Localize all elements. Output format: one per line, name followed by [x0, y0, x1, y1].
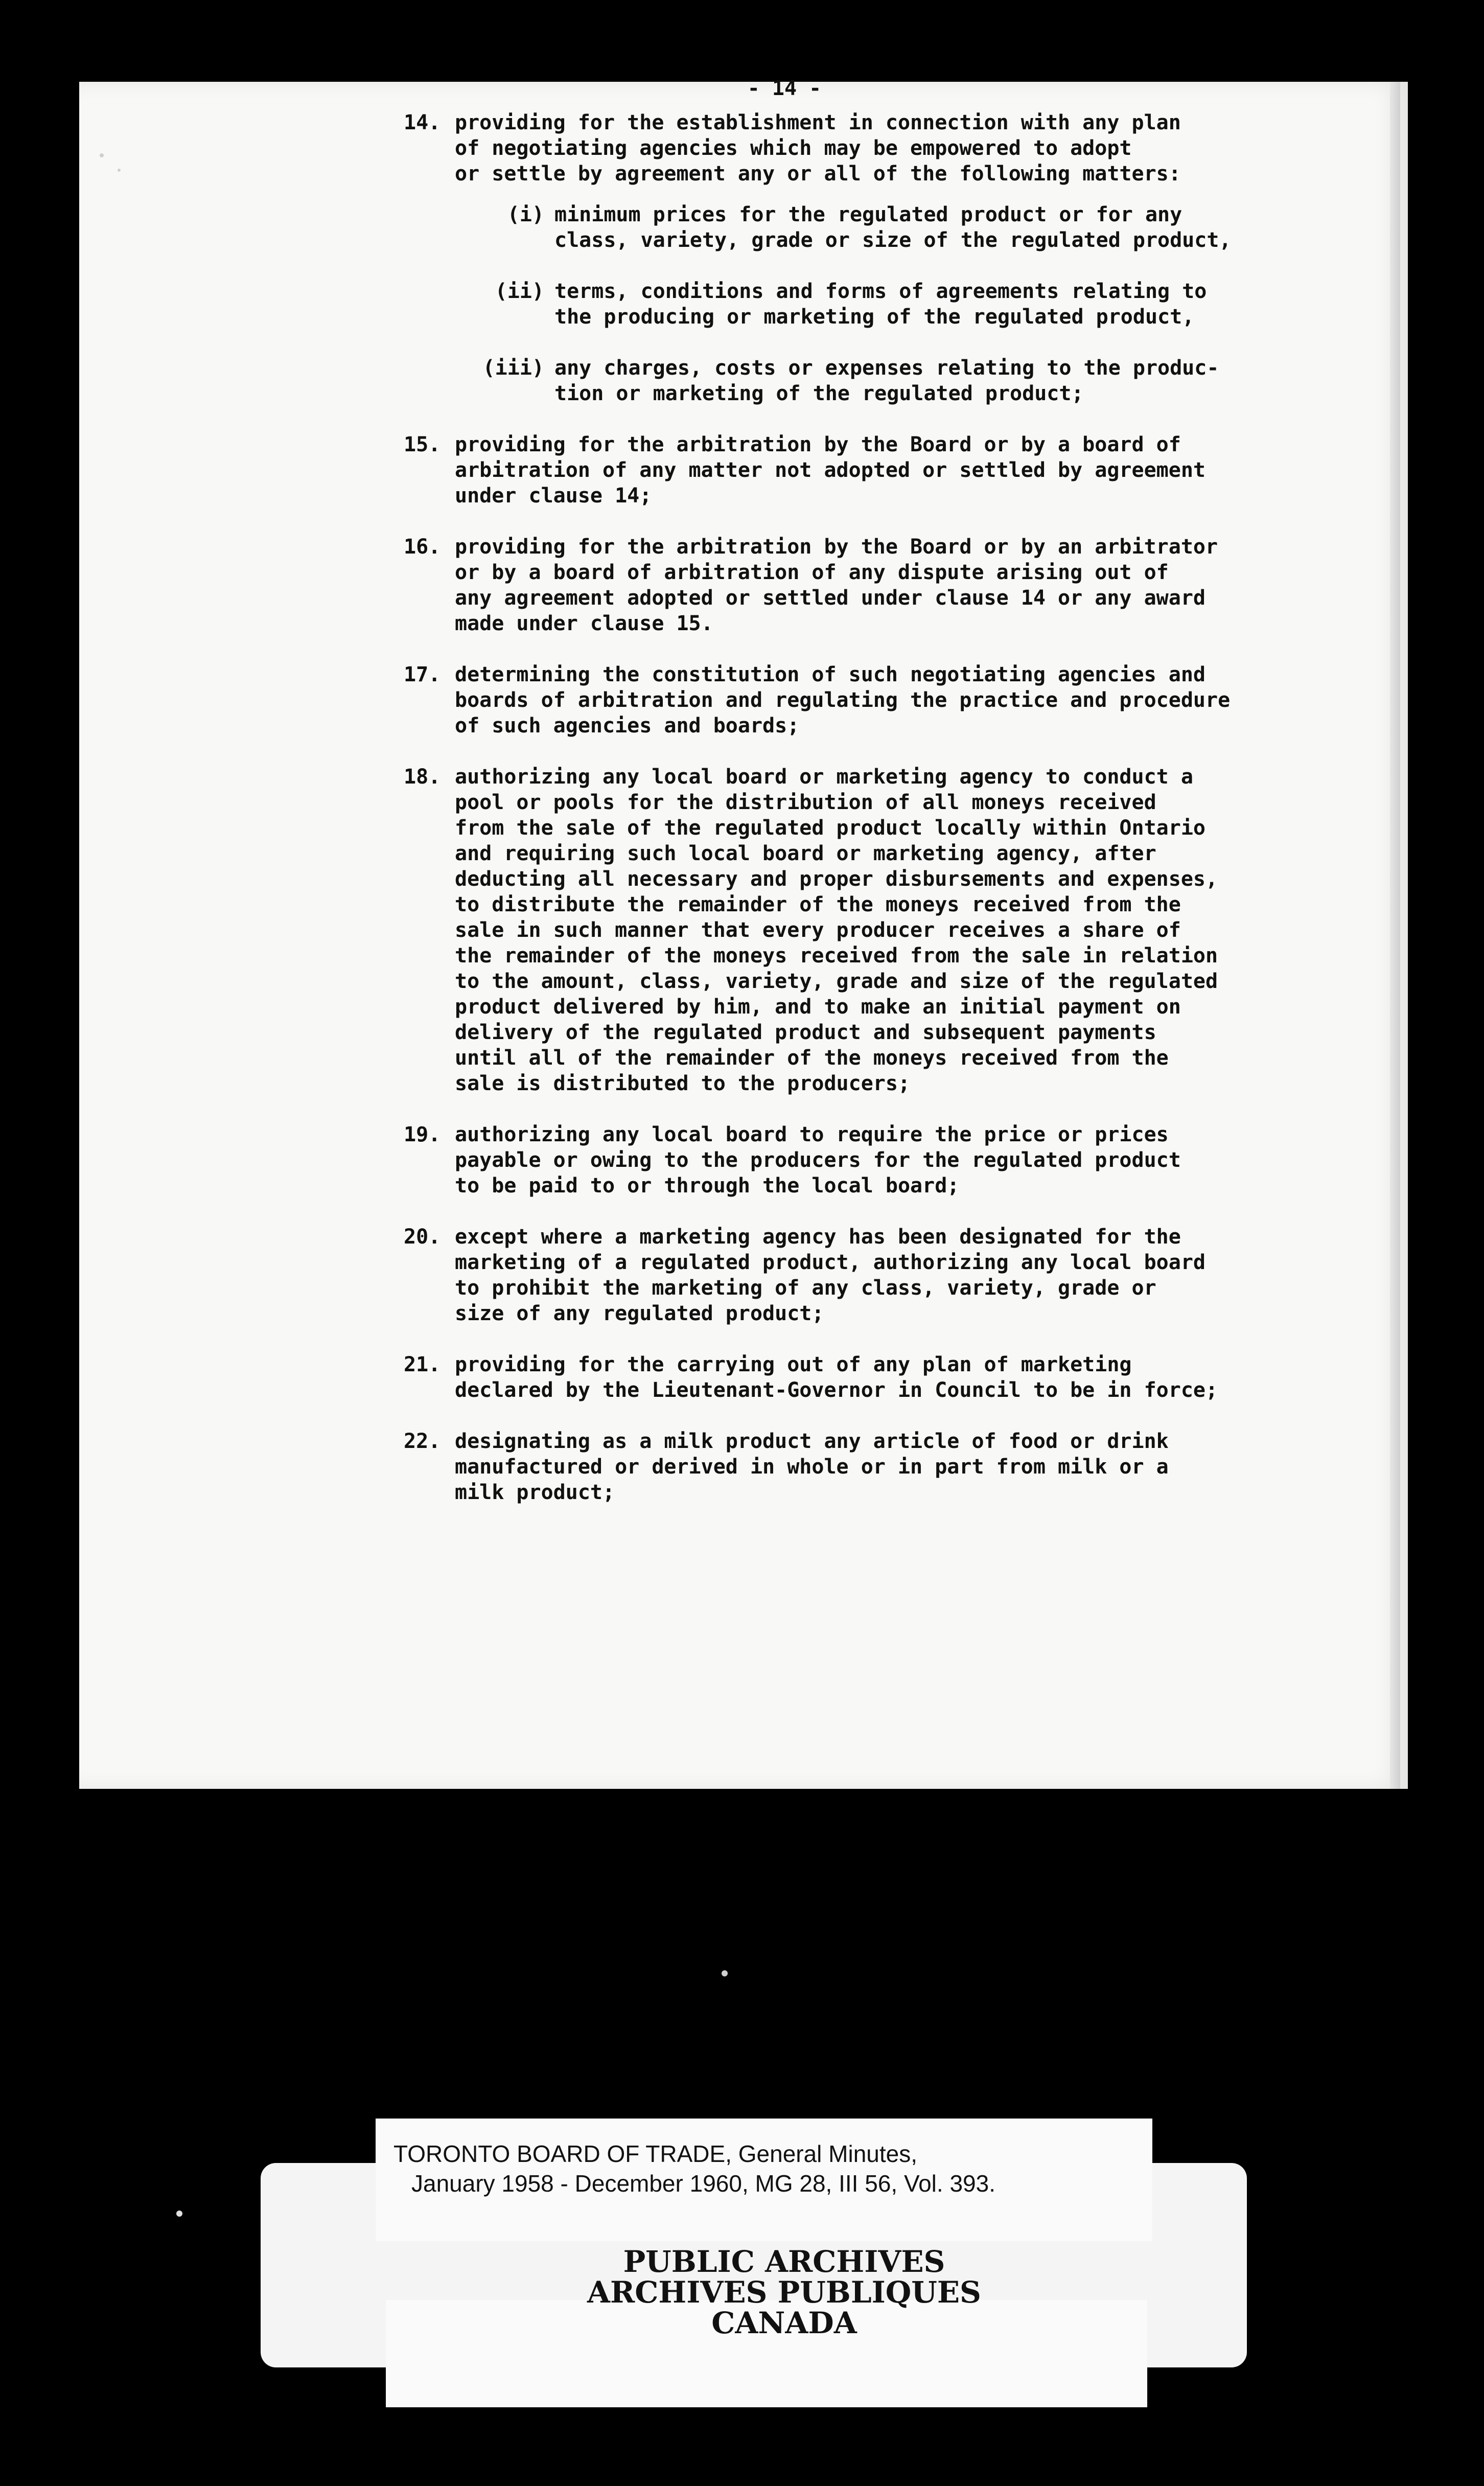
clause-15 [404, 432, 1375, 509]
clause-list [404, 110, 1375, 1531]
subitem-text: any charges, costs or expenses relating to the produc- tion or marketing of the regulated product; [554, 356, 1219, 405]
film-speck [176, 2211, 182, 2217]
clause-20 [404, 1224, 1375, 1326]
clause-number: 19. [404, 1123, 441, 1146]
clause-number: 22. [404, 1430, 441, 1453]
clause-16 [404, 534, 1375, 636]
page-number: - 14 - [747, 77, 822, 100]
clause-21 [404, 1352, 1375, 1403]
subitem-i [455, 202, 1375, 253]
clause-14 [404, 110, 1375, 406]
clause-18 [404, 764, 1375, 1096]
film-speck [118, 169, 121, 172]
clause-text: designating as a milk product any article of food or drink manufactured or derived in whole or in part from milk or a milk product; [455, 1430, 1169, 1504]
clause-19 [404, 1122, 1375, 1199]
clause-number: 21. [404, 1353, 441, 1376]
clause-number: 17. [404, 663, 441, 686]
archive-stamp-line-2: ARCHIVES PUBLIQUES [587, 2275, 981, 2310]
page-edge [1390, 82, 1400, 1789]
subitem-number: (iii) [482, 356, 544, 380]
subitem-iii [455, 355, 1375, 406]
clause-body [455, 110, 1375, 406]
clause-number: 15. [404, 433, 441, 456]
clause-number: 20. [404, 1225, 441, 1249]
archive-stamp-text [0, 2246, 1484, 2338]
subitem-text: terms, conditions and forms of agreements relating to the producing or marketing of the regulated product, [554, 280, 1207, 329]
clause-text: except where a marketing agency has been designated for the marketing of a regulated product, authorizing any local board to prohibit the marketing of any class, variety, grade or size of any regulated product; [455, 1225, 1206, 1325]
archive-stamp-line-1: PUBLIC ARCHIVES [623, 2244, 945, 2279]
source-citation-label [376, 2119, 1152, 2241]
clause-text: determining the constitution of such negotiating agencies and boards of arbitration and regulating the practice and procedure of such agencies and boards; [455, 663, 1231, 738]
clause-text: providing for the arbitration by the Board or by an arbitrator or by a board of arbitration of any dispute arising out of any agreement adopted or settled under clause 14 or any award made under clause 15. [455, 535, 1218, 635]
clause-number: 18. [404, 765, 441, 789]
subitem-number: (ii) [495, 280, 544, 303]
film-speck [722, 1970, 728, 1976]
film-speck [100, 153, 104, 157]
subitem-ii [455, 279, 1375, 330]
clause-text: providing for the carrying out of any plan of marketing declared by the Lieutenant-Governor in Council to be in force; [455, 1353, 1218, 1402]
clause-22 [404, 1429, 1375, 1505]
archive-stamp-line-3: CANADA [711, 2306, 857, 2340]
clause-text: authorizing any local board or marketing agency to conduct a pool or pools for the distribution of all moneys received from the sale of the regulated product locally within Ontario and requiring such local board or marketing agency, after deducting all necessary and proper disbursements and expenses, to distribute the remainder of the moneys received from the sale in such manner that every producer receives a share of the remainder of the moneys received from the sale in relation to the amount, class, variety, grade and size of the regulated product delivered by him, and to make an initial payment on delivery of the regulated product and subsequent payments until all of the remainder of the moneys received from the sale is distributed to the producers; [455, 765, 1218, 1095]
clause-text: providing for the establishment in connection with any plan of negotiating agencies which may be empowered to adopt or settle by agreement any or all of the following matters: [455, 111, 1181, 186]
clause-number: 16. [404, 535, 441, 559]
source-citation-line-1: TORONTO BOARD OF TRADE, General Minutes, [393, 2140, 918, 2167]
subitem-text: minimum prices for the regulated product or for any class, variety, grade or size of the regulated product, [554, 203, 1232, 252]
clause-text: authorizing any local board to require the price or prices payable or owing to the producers for the regulated product to be paid to or through the local board; [455, 1123, 1181, 1198]
subitem-number: (i) [507, 203, 544, 226]
clause-17 [404, 662, 1375, 739]
source-citation-line-2: January 1958 - December 1960, MG 28, III 56, Vol. 393. [411, 2170, 995, 2197]
clause-text: providing for the arbitration by the Board or by a board of arbitration of any matter not adopted or settled by agreement under clause 14; [455, 433, 1206, 508]
clause-number: 14. [404, 111, 441, 134]
subitem-list [455, 202, 1375, 406]
